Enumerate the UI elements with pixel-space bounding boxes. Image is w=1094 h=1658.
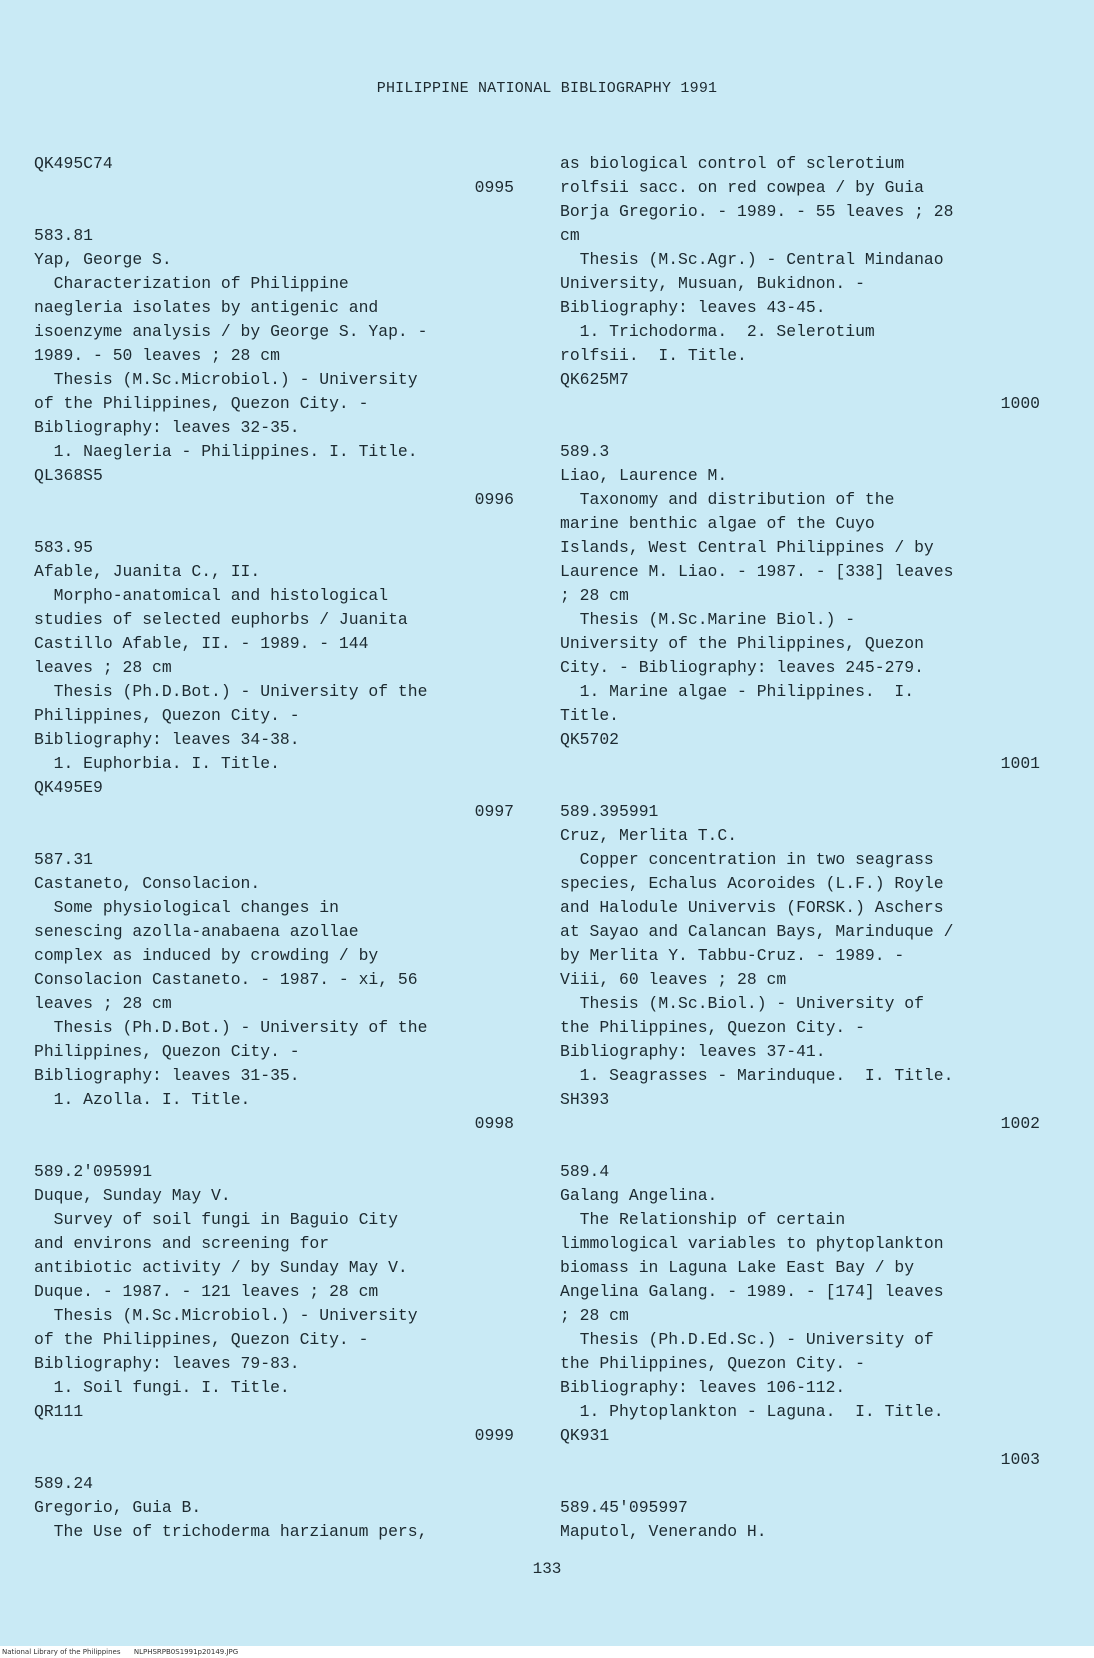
bibliographic-line: as biological control of sclerotium [560,154,905,173]
bibliographic-line: QK5702 [560,730,620,749]
bibliographic-line: Liao, Laurence M. [560,466,728,485]
bibliographic-line: 1. Phytoplankton - Laguna. I. Title. [560,1402,944,1421]
bibliographic-line: ; 28 cm [560,1306,629,1325]
bibliographic-line: Some physiological changes in [34,898,339,917]
bibliographic-line: Bibliography: leaves 37-41. [560,1042,826,1061]
bibliographic-line: Duque, Sunday May V. [34,1186,231,1205]
bibliographic-line: the Philippines, Quezon City. - [560,1354,865,1373]
bibliographic-line: 589.395991 [560,802,659,821]
bibliographic-line: Bibliography: leaves 34-38. [34,730,300,749]
bibliographic-line: Angelina Galang. - 1989. - [174] leaves [560,1282,944,1301]
bibliographic-line: 1. Euphorbia. I. Title. [34,754,280,773]
bibliographic-line: antibiotic activity / by Sunday May V. [34,1258,408,1277]
bibliographic-line: Cruz, Merlita T.C. [560,826,738,845]
bibliographic-line: ; 28 cm [560,586,629,605]
entry-number: 1002 [1000,1114,1040,1133]
bibliographic-line: Duque. - 1987. - 121 leaves ; 28 cm [34,1282,379,1301]
bibliographic-line: QK495C74 [34,154,113,173]
bibliographic-line: The Use of trichoderma harzianum pers, [34,1522,428,1541]
entry-number: 1003 [1000,1450,1040,1469]
entry-number: 0997 [474,802,514,821]
bibliographic-line: Borja Gregorio. - 1989. - 55 leaves ; 28 [560,202,954,221]
bibliographic-line: Title. [560,706,620,725]
footer-right: NLPHSRPB0S1991p20149.JPG [133,1648,239,1656]
spacer [560,776,1040,800]
spacer [34,1136,514,1160]
entry-number: 0998 [474,1114,514,1133]
bibliographic-line: Thesis (M.Sc.Microbiol.) - University [34,370,418,389]
bibliographic-line: by Merlita Y. Tabbu-Cruz. - 1989. - [560,946,905,965]
bibliographic-line: 583.95 [34,538,94,557]
bibliographic-line: Taxonomy and distribution of the [560,490,895,509]
bibliographic-line: and Halodule Univervis (FORSK.) Aschers [560,898,944,917]
bibliographic-line: 583.81 [34,226,94,245]
bibliographic-line: 1. Soil fungi. I. Title. [34,1378,290,1397]
bibliographic-line: leaves ; 28 cm [34,994,172,1013]
bibliographic-line: Gregorio, Guia B. [34,1498,202,1517]
bibliographic-line: Characterization of Philippine [34,274,349,293]
entry-number: 0995 [474,178,514,197]
bibliographic-line: Bibliography: leaves 43-45. [560,298,826,317]
bibliographic-line: complex as induced by crowding / by [34,946,379,965]
bibliographic-line: 1. Naegleria - Philippines. I. Title. [34,442,418,461]
bibliographic-line: Thesis (M.Sc.Agr.) - Central Mindanao [560,250,944,269]
bibliographic-line: Galang Angelina. [560,1186,718,1205]
bibliographic-line: limmological variables to phytoplankton [560,1234,944,1253]
bibliographic-line: 587.31 [34,850,94,869]
entry-number: 1000 [1000,394,1040,413]
bibliographic-line: species, Echalus Acoroides (L.F.) Royle [560,874,944,893]
bibliographic-line: Castillo Afable, II. - 1989. - 144 [34,634,369,653]
bibliographic-line: 589.4 [560,1162,610,1181]
bibliographic-line: Thesis (M.Sc.Microbiol.) - University [34,1306,418,1325]
bibliographic-line: QK625M7 [560,370,629,389]
bibliographic-line: leaves ; 28 cm [34,658,172,677]
bibliographic-line: Thesis (Ph.D.Bot.) - University of the [34,1018,428,1037]
bibliographic-line: SH393 [560,1090,610,1109]
bibliographic-line: at Sayao and Calancan Bays, Marinduque / [560,922,954,941]
bibliographic-line: of the Philippines, Quezon City. - [34,1330,369,1349]
bibliographic-line: Survey of soil fungi in Baguio City [34,1210,398,1229]
bibliographic-line: QL368S5 [34,466,103,485]
footer-left: National Library of the Philippines [2,1648,121,1656]
bibliographic-line: Viii, 60 leaves ; 28 cm [560,970,787,989]
bibliographic-line: Consolacion Castaneto. - 1987. - xi, 56 [34,970,418,989]
bibliographic-line: Thesis (M.Sc.Marine Biol.) - [560,610,856,629]
spacer [34,824,514,848]
scan-footer [0,1646,1094,1658]
bibliographic-line: Philippines, Quezon City. - [34,1042,300,1061]
bibliographic-line: QR111 [34,1402,84,1421]
bibliographic-line: 589.45'095997 [560,1498,688,1517]
bibliographic-line: Yap, George S. [34,250,172,269]
bibliographic-line: isoenzyme analysis / by George S. Yap. - [34,322,428,341]
bibliographic-line: naegleria isolates by antigenic and [34,298,379,317]
bibliographic-line: and environs and screening for [34,1234,330,1253]
entry-number: 0999 [474,1426,514,1445]
bibliographic-line: University of the Philippines, Quezon [560,634,924,653]
bibliographic-line: Bibliography: leaves 106-112. [560,1378,846,1397]
bibliographic-line: Laurence M. Liao. - 1987. - [338] leaves [560,562,954,581]
bibliographic-line: Afable, Juanita C., II. [34,562,261,581]
page-number: 133 [532,1560,562,1578]
bibliographic-line: Bibliography: leaves 31-35. [34,1066,300,1085]
bibliographic-line: rolfsii. I. Title. [560,346,747,365]
bibliographic-line: Philippines, Quezon City. - [34,706,300,725]
spacer [560,1136,1040,1160]
bibliographic-line: Bibliography: leaves 79-83. [34,1354,300,1373]
bibliographic-line: senescing azolla-anabaena azollae [34,922,359,941]
bibliographic-line: marine benthic algae of the Cuyo [560,514,875,533]
left-column [34,152,514,1544]
bibliographic-line: Thesis (Ph.D.Ed.Sc.) - University of [560,1330,934,1349]
bibliographic-line: 1989. - 50 leaves ; 28 cm [34,346,280,365]
spacer [34,200,514,224]
bibliographic-line: Morpho-anatomical and histological [34,586,389,605]
bibliographic-line: QK495E9 [34,778,103,797]
bibliographic-line: Thesis (M.Sc.Biol.) - University of [560,994,924,1013]
spacer [34,1448,514,1472]
entry-number: 1001 [1000,754,1040,773]
bibliographic-line: 589.3 [560,442,610,461]
spacer [560,1472,1040,1496]
bibliographic-line: City. - Bibliography: leaves 245-279. [560,658,924,677]
bibliographic-line: The Relationship of certain [560,1210,846,1229]
bibliographic-line: University, Musuan, Bukidnon. - [560,274,865,293]
right-column [560,152,1040,1544]
bibliographic-line: 589.2'095991 [34,1162,153,1181]
bibliographic-line: Maputol, Venerando H. [560,1522,767,1541]
bibliographic-line: rolfsii sacc. on red cowpea / by Guia [560,178,924,197]
bibliographic-line: the Philippines, Quezon City. - [560,1018,865,1037]
bibliographic-line: of the Philippines, Quezon City. - [34,394,369,413]
bibliographic-line: 1. Azolla. I. Title. [34,1090,251,1109]
bibliographic-line: 589.24 [34,1474,94,1493]
bibliographic-line: Islands, West Central Philippines / by [560,538,934,557]
entry-number: 0996 [474,490,514,509]
spacer [34,512,514,536]
bibliographic-line: 1. Marine algae - Philippines. I. [560,682,915,701]
bibliographic-line: QK931 [560,1426,610,1445]
bibliographic-line: 1. Seagrasses - Marinduque. I. Title. [560,1066,954,1085]
bibliographic-line: Bibliography: leaves 32-35. [34,418,300,437]
bibliographic-line: Copper concentration in two seagrass [560,850,934,869]
bibliographic-line: cm [560,226,580,245]
bibliographic-line: Castaneto, Consolacion. [34,874,261,893]
spacer [560,416,1040,440]
bibliographic-line: 1. Trichodorma. 2. Selerotium [560,322,875,341]
page-header: PHILIPPINE NATIONAL BIBLIOGRAPHY 1991 [376,80,718,97]
bibliographic-line: biomass in Laguna Lake East Bay / by [560,1258,915,1277]
bibliographic-line: studies of selected euphorbs / Juanita [34,610,408,629]
bibliographic-line: Thesis (Ph.D.Bot.) - University of the [34,682,428,701]
